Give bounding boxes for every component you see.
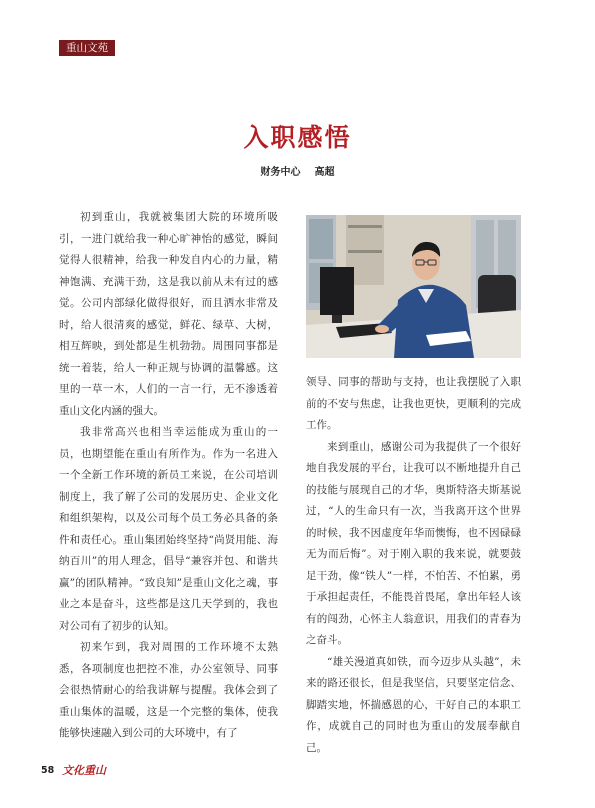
article-title: 入职感悟 — [243, 123, 352, 152]
article-byline: 财务中心 高超 — [260, 167, 335, 178]
left-column — [59, 207, 278, 745]
right-column — [306, 372, 521, 759]
paragraph: 初来乍到，我对周围的工作环境不太熟悉，各项制度也把控不准，办公室领导、同事会很热情耐心的给我讲解与提醒。我体会到了重山集体的温暖，这是一个完整的集体，使我能够快速融入到公司的大环境中，有了 — [59, 641, 278, 739]
paragraph: 我非常高兴也相当幸运能成为重山的一员，也期望能在重山有所作为。作为一名进入一个全新工作环境的新员工来说，在公司培训制度上，我了解了公司的发展历史、企业文化和组织架构，以及公司每个员工务必具备的条件和责任心。重山集团始终坚持“尚贤用能、海纳百川”的用人理念，倡导“兼容并包、和谐共赢”的团队精神。“致良知”是重山文化之魂，事业之本是奋斗，这些都是这几天学到的，我也对公司有了初步的认知。 — [59, 426, 278, 632]
section-tag: 重山文苑 — [59, 40, 115, 56]
author-photo — [306, 215, 521, 358]
magazine-logo: 文化重山 — [62, 764, 106, 777]
paragraph: “雄关漫道真如铁，而今迈步从头越”，未来的路还很长，但是我坚信，只要坚定信念、脚踏实地，怀揣感恩的心，干好自己的本职工作，成就自己的同时也为重山的发展奉献自己。 — [306, 655, 521, 754]
page-number: 58 — [41, 765, 55, 776]
paragraph-continued: 领导、同事的帮助与支持，也让我摆脱了入职前的不安与焦虑，让我也更快，更顺利的完成工作。 — [306, 376, 521, 431]
paragraph: 来到重山，感谢公司为我提供了一个很好地自我发展的平台，让我可以不断地提升自己的技能与展现自己的才华，奥斯特洛夫斯基说过，“人的生命只有一次，当我离开这个世界的时候，我不因虚度年华而懊悔，也不因碌碌无为而后悔”。对于刚入职的我来说，就要鼓足干劲，像“铁人”一样，不怕苦、不怕累，勇于承担起责任，不能畏首畏尾，拿出年轻人该有的闯劲，心怀主人翁意识，用我们的青春为之奋斗。 — [306, 440, 521, 646]
paragraph: 初到重山，我就被集团大院的环境所吸引，一进门就给我一种心旷神怡的感觉，瞬间觉得人很精神，给我一种发自内心的力量，精神饱满、充满干劲，这是我以前从未有过的感觉。公司内部绿化做得很好，而且洒水非常及时，给人很清爽的感觉，鲜花、绿草、大树，相互辉映，到处都是生机勃勃。周围同事都是统一着装，给人一种正规与协调的温馨感。这里的一草一木，人们的一言一行，无不渗透着重山文化内涵的强大。 — [59, 211, 278, 417]
